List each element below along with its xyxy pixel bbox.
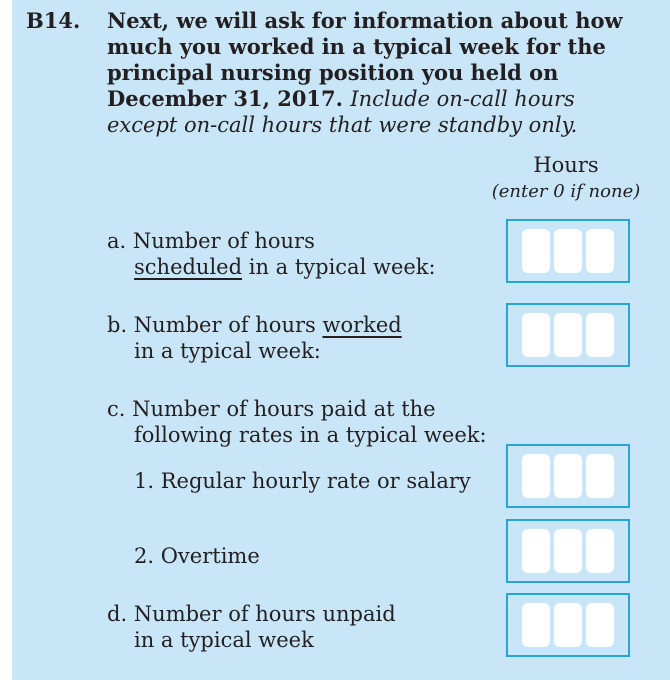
item-a-label — [107, 228, 436, 280]
item-d-line-1: d. Number of hours unpaid — [107, 602, 396, 626]
hours-column-header: Hours — [533, 153, 599, 177]
question-line-3: principal nursing position you held on — [107, 60, 559, 85]
digit-box[interactable] — [522, 229, 550, 273]
digit-box[interactable] — [554, 229, 582, 273]
item-b-hours-field[interactable] — [506, 303, 630, 367]
question-line-1: Next, we will ask for information about how — [107, 8, 623, 33]
question-text — [107, 8, 637, 138]
item-d-hours-field[interactable] — [506, 593, 630, 657]
digit-box[interactable] — [522, 529, 550, 573]
item-b-underlined: worked — [322, 313, 402, 337]
item-c-label — [107, 396, 487, 448]
item-c1-label: 1. Regular hourly rate or salary — [134, 469, 471, 493]
question-number: B14. — [26, 8, 81, 33]
item-c2-label: 2. Overtime — [134, 544, 260, 568]
hours-column-note: (enter 0 if none) — [491, 181, 641, 202]
digit-box[interactable] — [586, 454, 614, 498]
item-c2-hours-field[interactable] — [506, 519, 630, 583]
question-instruction-1: Include on-call hours — [350, 87, 575, 111]
item-a-line-2: in a typical week: — [242, 255, 436, 279]
item-c-line-2: following rates in a typical week: — [134, 423, 487, 447]
digit-box[interactable] — [522, 313, 550, 357]
item-b-label — [107, 312, 402, 364]
item-a-underlined: scheduled — [134, 255, 243, 279]
digit-box[interactable] — [586, 229, 614, 273]
item-c1-hours-field[interactable] — [506, 444, 630, 508]
question-date: December 31, 2017. — [107, 86, 343, 111]
digit-box[interactable] — [522, 603, 550, 647]
item-d-line-2: in a typical week — [134, 628, 314, 652]
item-d-label — [107, 601, 396, 653]
digit-box[interactable] — [554, 313, 582, 357]
item-a-hours-field[interactable] — [506, 219, 630, 283]
item-c-line-1: c. Number of hours paid at the — [107, 397, 436, 421]
digit-box[interactable] — [554, 454, 582, 498]
digit-box[interactable] — [586, 313, 614, 357]
item-b-line-1: b. Number of hours — [107, 313, 323, 337]
question-instruction-2: except on-call hours that were standby only. — [107, 113, 578, 137]
item-a-line-1: a. Number of hours — [107, 229, 315, 253]
digit-box[interactable] — [522, 454, 550, 498]
question-line-2: much you worked in a typical week for the — [107, 34, 606, 59]
digit-box[interactable] — [554, 603, 582, 647]
item-b-line-2: in a typical week: — [134, 339, 321, 363]
digit-box[interactable] — [586, 529, 614, 573]
digit-box[interactable] — [586, 603, 614, 647]
digit-box[interactable] — [554, 529, 582, 573]
